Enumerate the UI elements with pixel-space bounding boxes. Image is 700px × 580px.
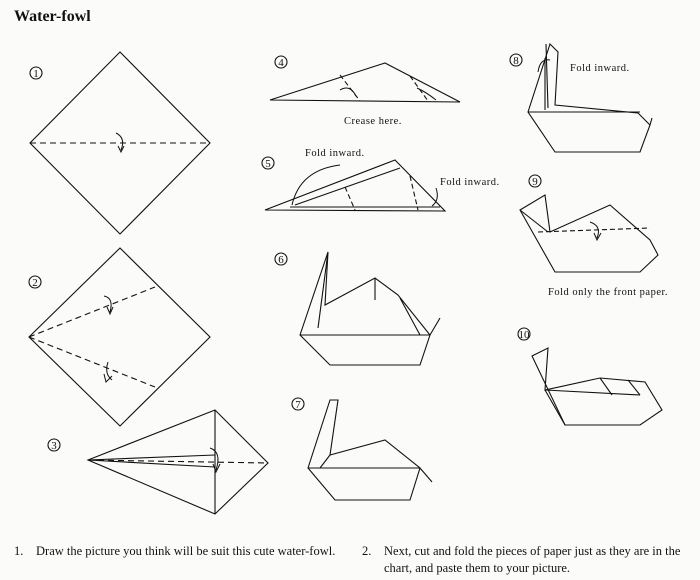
step-6-swan-shape	[300, 252, 440, 365]
fold-inward-label-8: Fold inward.	[570, 63, 630, 74]
instruction-1-text: Draw the picture you think will be suit this cute water-fowl.	[36, 544, 336, 558]
page-title: Water-fowl	[14, 8, 91, 25]
step-2-kite-fold	[29, 248, 210, 426]
instruction-1	[14, 543, 344, 579]
fold-inward-label-5a: Fold inward.	[305, 148, 365, 159]
crease-here-label: Crease here.	[344, 116, 402, 127]
step-9-swan	[520, 195, 658, 272]
step-10-number: 10	[518, 329, 530, 341]
step-3-number: 3	[51, 440, 57, 452]
step-4-triangle	[270, 63, 460, 102]
step-7-number: 7	[295, 399, 301, 411]
step-7-swan	[308, 400, 432, 500]
instruction-2-number: 2.	[362, 544, 372, 558]
step-10-swan-finished	[532, 348, 662, 425]
step-6-number: 6	[278, 254, 284, 266]
step-2-number: 2	[32, 277, 38, 289]
fold-front-paper-label: Fold only the front paper.	[548, 287, 669, 298]
step-9-number: 9	[532, 176, 538, 188]
instruction-2-text: Next, cut and fold the pieces of paper just as they are in the chart, and paste them to your picture.	[384, 544, 681, 575]
instruction-2	[362, 543, 697, 579]
step-8-swan	[528, 44, 652, 152]
step-1-number: 1	[33, 68, 39, 80]
step-5-inside-reverse-folds	[265, 160, 445, 211]
step-1-square	[30, 52, 210, 234]
step-5-number: 5	[265, 158, 271, 170]
fold-inward-label-5b: Fold inward.	[440, 177, 500, 188]
step-3-fold-in-half	[88, 410, 268, 514]
instruction-1-number: 1.	[14, 544, 24, 558]
step-4-number: 4	[278, 57, 284, 69]
step-8-number: 8	[513, 55, 519, 67]
